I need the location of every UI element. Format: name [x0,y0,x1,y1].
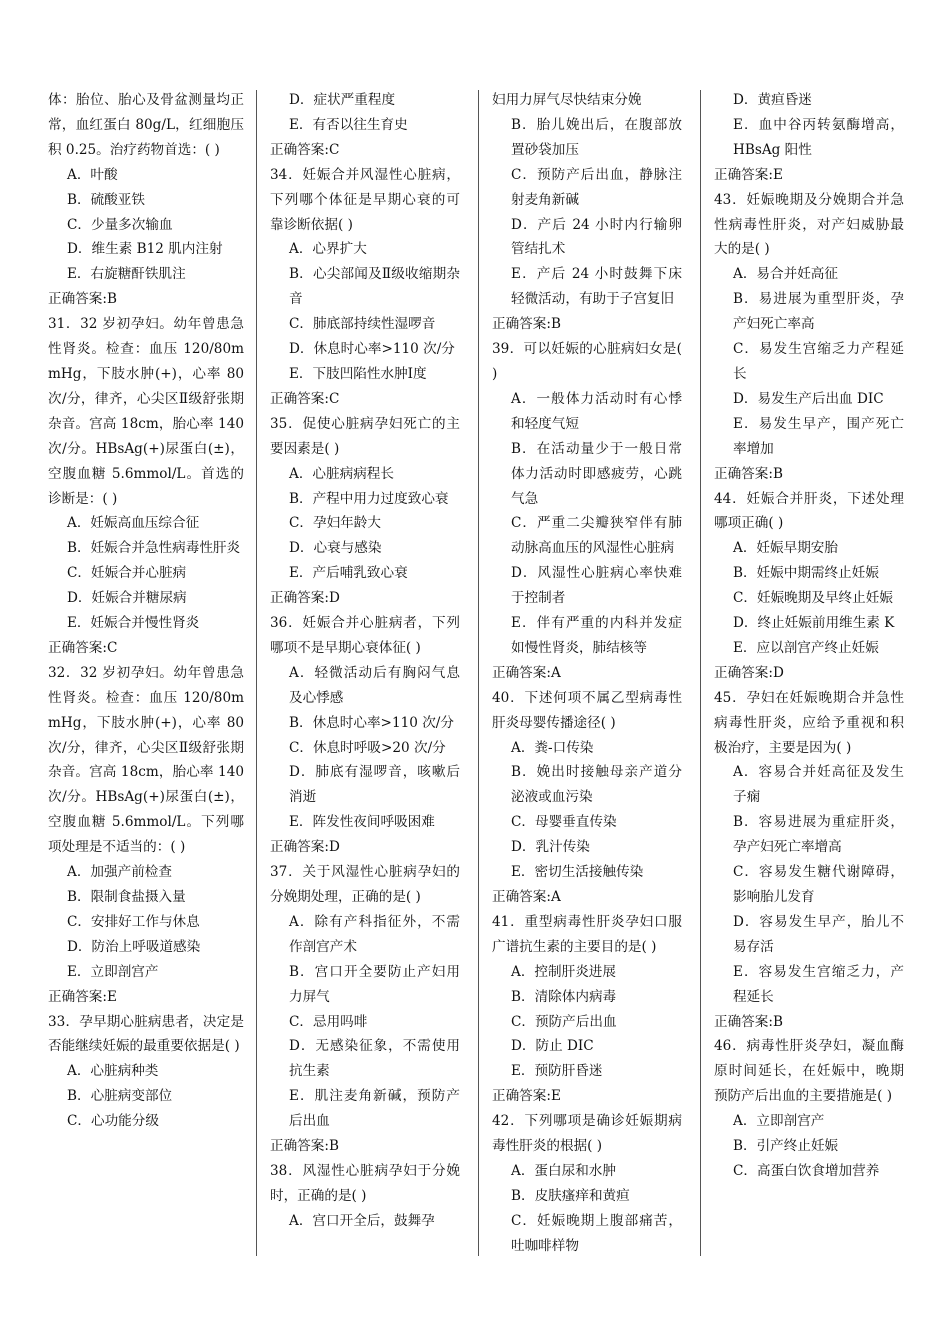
answer-option: C．心功能分级 [67,1113,159,1130]
answer-option: B．宫口开全要防止产妇用力屏气 [289,963,460,1005]
correct-answer: 正确答案:E [492,1088,561,1105]
text-column-2 [270,88,460,1234]
answer-option: C．严重二尖瓣狭窄伴有肺动脉高血压的风湿性心脏病 [511,515,682,557]
answer-option: A．控制肝炎进展 [511,963,616,980]
answer-option: D．妊娠合并糖尿病 [67,590,187,607]
answer-option: C．孕妇年龄大 [289,515,381,532]
question-text: 37．关于风湿性心脏病孕妇的分娩期处理，正确的是( ) [270,864,460,905]
correct-answer: 正确答案:D [714,664,784,681]
question-text: 45．孕妇在妊娠晚期合并急性病毒性肝炎，应给予重视和积极治疗，主要是因为( ) [714,689,904,756]
answer-option: D．肺底有湿啰音，咳嗽后消逝 [289,764,460,806]
answer-option: D．无感染征象，不需使用抗生素 [289,1038,460,1080]
answer-option: D．容易发生早产，胎儿不易存活 [733,913,904,955]
question-text: 体：胎位、胎心及骨盆测量均正常，血红蛋白 80g/L，红细胞压积 0.25。治疗药物首选：( ) [48,92,244,158]
answer-option: E．肌注麦角新碱，预防产后出血 [289,1088,460,1130]
answer-option: E．产后哺乳致心衰 [289,565,408,582]
correct-answer: 正确答案:B [48,291,117,308]
answer-option: A．除有产科指征外，不需作剖宫产术 [289,913,460,955]
answer-option: D．防止 DIC [511,1038,594,1055]
answer-option: C．妊娠合并心脏病 [67,565,187,582]
question-text: 妇用力屏气尽快结束分娩 [492,92,642,108]
answer-option: D．终止妊娠前用维生素 K [733,615,895,632]
question-text: 36．妊娠合并心脏病者，下列哪项不是早期心衰体征( ) [270,615,460,656]
answer-option: D．风湿性心脏病心率快难于控制者 [511,565,682,607]
correct-answer: 正确答案:B [492,316,561,333]
answer-option: B．心脏病变部位 [67,1088,173,1105]
column-divider [478,90,479,1256]
answer-option: B．休息时心率>110 次/分 [289,714,454,731]
answer-option: B．引产终止妊娠 [733,1138,839,1155]
text-column-3 [492,88,682,1259]
answer-option: B．限制食盐摄入量 [67,889,186,905]
text-column-1 [48,88,244,1134]
answer-option: C．休息时呼吸>20 次/分 [289,739,446,756]
answer-option: E．有否以往生育史 [289,116,408,133]
answer-option: C．忌用吗啡 [289,1013,368,1030]
answer-option: B．妊娠合并急性病毒性肝炎 [67,540,241,557]
answer-option: A．粪-口传染 [511,739,594,756]
answer-option: B．皮肤瘙痒和黄疸 [511,1187,630,1204]
answer-option: E．预防肝昏迷 [511,1063,603,1080]
answer-option: A．心界扩大 [289,241,367,258]
correct-answer: 正确答案:E [714,166,783,183]
correct-answer: 正确答案:D [270,590,340,607]
question-text: 31．32 岁初孕妇。幼年曾患急性肾炎。检查：血压 120/80mmHg，下肢水肿(+)，心率 80 次/分，律齐，心尖区Ⅱ级舒张期杂音。宫高 18cm，胎心率 140 次/分。HBsAg(+)尿蛋白(±)，空腹血糖 5.6mmol/L。首选的诊断是：( ) [48,316,244,507]
answer-option: B．心尖部闻及Ⅱ级收缩期杂音 [289,266,460,308]
correct-answer: 正确答案:C [48,639,118,656]
answer-option: A．叶酸 [67,166,118,183]
answer-option: C．易发生宫缩乏力产程延长 [733,341,904,382]
answer-option: B．硫酸亚铁 [67,191,145,208]
answer-option: B．妊娠中期需终止妊娠 [733,565,879,582]
correct-answer: 正确答案:D [270,839,340,856]
answer-option: D．心衰与感染 [289,540,382,557]
answer-option: C．预防产后出血 [511,1013,617,1030]
answer-option: E．立即剖宫产 [67,963,159,980]
answer-option: C．妊娠晚期上腹部痛苦，吐咖啡样物 [511,1212,682,1254]
answer-option: C．少量多次输血 [67,216,173,233]
question-text: 32．32 岁初孕妇。幼年曾患急性肾炎。检查：血压 120/80mmHg，下肢水肿(+)，心率 80 次/分，律齐，心尖区Ⅱ级舒张期杂音。宫高 18cm，胎心率 140 次/分。HBsAg(+)尿蛋白(±)，空腹血糖 5.6mmol/L。下列哪项处理是不适当的：( ) [48,664,244,856]
answer-option: C．预防产后出血，静脉注射麦角新碱 [511,166,682,208]
answer-option: A．立即剖宫产 [733,1113,825,1130]
answer-option: A．心脏病种类 [67,1063,159,1080]
answer-option: C．母婴垂直传染 [511,814,617,831]
answer-option: E．应以剖宫产终止妊娠 [733,639,879,656]
answer-option: D．黄疸昏迷 [733,92,812,108]
correct-answer: 正确答案:B [270,1138,339,1155]
answer-option: C．高蛋白饮食增加营养 [733,1162,880,1179]
question-text: 34．妊娠合并风湿性心脏病，下列哪个体征是早期心衰的可靠诊断依据( ) [270,166,460,233]
correct-answer: 正确答案:B [714,465,783,482]
answer-option: B．容易进展为重症肝炎，孕产妇死亡率增高 [733,814,904,856]
answer-option: C．肺底部持续性湿啰音 [289,316,436,333]
question-text: 33．孕早期心脏病患者，决定是否能继续妊娠的最重要依据是( ) [48,1013,244,1055]
answer-option: E．妊娠合并慢性肾炎 [67,615,200,632]
correct-answer: 正确答案:A [492,664,561,681]
answer-option: A．妊娠高血压综合征 [67,515,200,532]
answer-option: A．易合并妊高征 [733,266,838,283]
answer-option: D．防治上呼吸道感染 [67,938,201,955]
answer-option: D．休息时心率>110 次/分 [289,341,455,358]
column-divider [256,90,257,1256]
answer-option: A．加强产前检查 [67,864,172,881]
answer-option: E．下肢凹陷性水肿Ⅰ度 [289,365,427,382]
correct-answer: 正确答案:C [270,141,340,158]
answer-option: D．产后 24 小时内行输卵管结扎术 [511,216,682,258]
column-divider [700,90,701,1256]
answer-option: A．心脏病病程长 [289,465,394,482]
question-text: 40．下述何项不属乙型病毒性肝炎母婴传播途径( ) [492,689,682,731]
answer-option: A．妊娠早期安胎 [733,540,838,557]
correct-answer: 正确答案:E [48,988,117,1005]
question-text: 41．重型病毒性肝炎孕妇口服广谱抗生素的主要目的是( ) [492,913,682,955]
answer-option: C．妊娠晚期及早终止妊娠 [733,590,893,607]
correct-answer: 正确答案:A [492,889,561,905]
answer-option: B．胎儿娩出后，在腹部放置砂袋加压 [511,116,682,158]
correct-answer: 正确答案:B [714,1013,783,1030]
answer-option: E．阵发性夜间呼吸困难 [289,814,435,831]
question-text: 42．下列哪项是确诊妊娠期病毒性肝炎的根据( ) [492,1113,682,1155]
answer-option: B．清除体内病毒 [511,988,617,1005]
question-text: 43．妊娠晚期及分娩期合并急性病毒性肝炎，对产妇威胁最大的是( ) [714,191,904,258]
answer-option: B．易进展为重型肝炎，孕产妇死亡率高 [733,291,904,333]
answer-option: E．右旋糖酐铁肌注 [67,266,186,283]
question-text: 39．可以妊娠的心脏病妇女是( ) [492,341,682,382]
answer-option: A．一般体力活动时有心悸和轻度气短 [511,390,682,432]
question-text: 46．病毒性肝炎孕妇，凝血酶原时间延长，在妊娠中，晚期预防产后出血的主要措施是( ) [714,1038,904,1105]
question-text: 38．风湿性心脏病孕妇于分娩时，正确的是( ) [270,1162,460,1204]
answer-option: E．易发生早产，围产死亡率增加 [733,415,904,457]
answer-option: C．容易发生糖代谢障碍，影响胎儿发育 [733,864,904,905]
answer-option: E．产后 24 小时鼓舞下床轻微活动，有助于子宫复旧 [511,266,682,308]
answer-option: D．维生素 B12 肌内注射 [67,241,223,258]
answer-option: E．容易发生宫缩乏力，产程延长 [733,963,904,1005]
answer-option: D．乳汁传染 [511,839,590,856]
answer-option: A．蛋白尿和水肿 [511,1162,616,1179]
question-text: 35．促使心脏病孕妇死亡的主要因素是( ) [270,415,460,457]
answer-option: A．宫口开全后，鼓舞孕 [289,1212,435,1229]
answer-option: D．症状严重程度 [289,92,396,108]
answer-option: B．产程中用力过度致心衰 [289,490,449,507]
answer-option: D．易发生产后出血 DIC [733,390,884,407]
correct-answer: 正确答案:C [270,390,340,407]
answer-option: A．轻微活动后有胸闷气息及心悸感 [289,664,460,706]
answer-option: A．容易合并妊高征及发生子痫 [733,764,904,806]
text-column-4 [714,88,904,1184]
answer-option: E．密切生活接触传染 [511,864,644,881]
answer-option: E．伴有严重的内科并发症如慢性肾炎，肺结核等 [511,615,682,656]
answer-option: B．娩出时接触母亲产道分泌液或血污染 [511,764,682,806]
answer-option: C．安排好工作与休息 [67,913,200,930]
question-text: 44．妊娠合并肝炎，下述处理哪项正确( ) [714,490,904,532]
answer-option: E．血中谷丙转氨酶增高，HBsAg 阳性 [733,116,904,158]
answer-option: B．在活动量少于一般日常体力活动时即感疲劳，心跳气急 [511,440,682,507]
